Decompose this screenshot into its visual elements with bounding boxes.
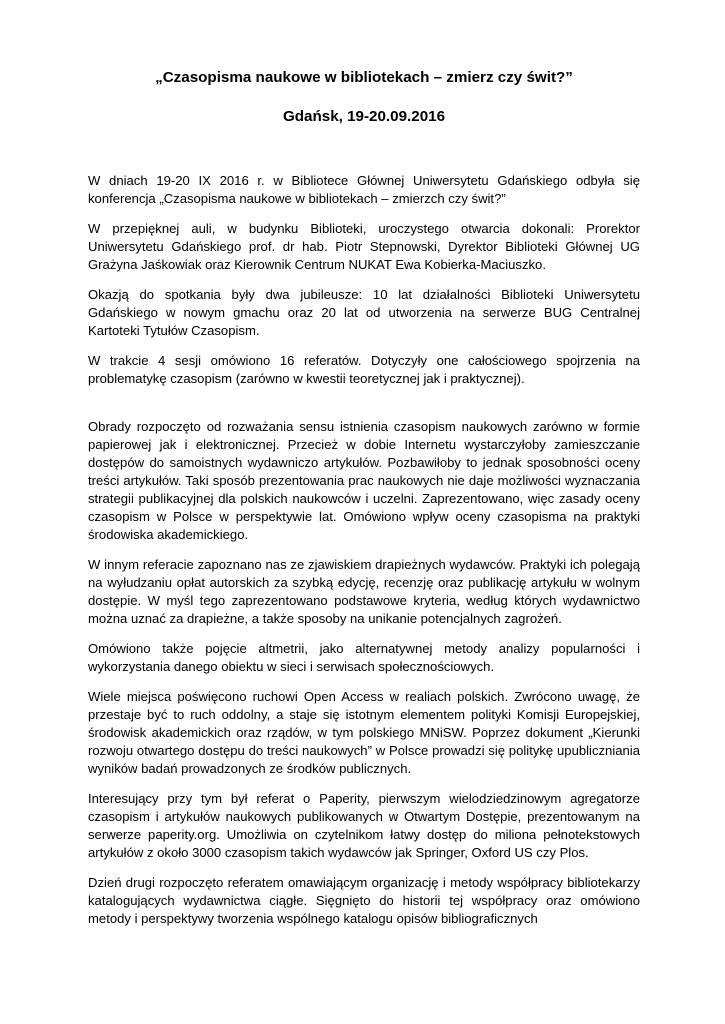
paragraph-altmetrics: Omówiono także pojęcie altmetrii, jako alternatywnej metody analizy popularności i wykorzystania danego obiektu w sieci i serwisach społecznościowych. [88,641,640,674]
document-page [88,60,640,940]
paragraph-journals-sense: Obrady rozpoczęto od rozważania sensu istnienia czasopism naukowych zarówno w formie papierowej jak i elektronicznej. Przecież w dobie Internetu wystarczyłoby zamieszczanie dostępów do samoistnych wydawniczo artykułów. Pozbawiłoby to jednak sposobności oceny treści artykułów. Taki sposób prezentowania prac naukowych nie daje możliwości wyznaczania strategii publikacyjnej dla polskich naukowców i uczelni. Zaprezentowano, więc zasady oceny czasopism w Polsce w perspektywie lat. Omówiono wpływ oceny czasopisma na praktyki środowiska akademickiego. [88,419,640,542]
paragraph-jubilees: Okazją do spotkania były dwa jubileusze: 10 lat działalności Biblioteki Uniwersytetu Gdańskiego w nowym gmachu oraz 20 lat od utworzenia na serwerze BUG Centralnej Kartoteki Tytułów Czasopism. [88,287,640,338]
paragraph-sessions: W trakcie 4 sesji omówiono 16 referatów. Dotyczyły one całościowego spojrzenia na problematykę czasopism (zarówno w kwestii teoretycznej jak i praktycznej). [88,353,640,386]
paragraph-intro: W dniach 19-20 IX 2016 r. w Bibliotece Głównej Uniwersytetu Gdańskiego odbyła się konferencja „Czasopisma naukowe w bibliotekach – zmierzch czy świt?” [88,173,640,206]
paragraph-day-two: Dzień drugi rozpoczęto referatem omawiającym organizację i metody współpracy bibliotekarzy katalogujących wydawnictwa ciągłe. Sięgnięto do historii tej współpracy oraz omówiono metody i perspektywy tworzenia wspólnego katalogu opisów bibliograficznych [88,875,640,926]
paragraph-predatory-publishers: W innym referacie zapoznano nas ze zjawiskiem drapieżnych wydawców. Praktyki ich polegają na wyłudzaniu opłat autorskich za szybką edycję, recenzję oraz publikację artykułu w wolnym dostępie. W myśl tego zaprezentowano podstawowe kryteria, według których wydawnictwo można uznać za drapieżne, a także sposoby na unikanie potencjalnych zagrożeń. [88,557,640,626]
document-body [88,172,640,928]
document-title: „Czasopisma naukowe w bibliotekach – zmierz czy świt?” [155,69,573,86]
paragraph-paperity: Interesujący przy tym był referat o Paperity, pierwszym wielodziedzinowym agregatorze czasopism i artykułów naukowych publikowanych w Otwartym Dostępie, prezentowanym na serwerze paperity.org. Umożliwia on czytelnikom łatwy dostęp do miliona pełnotekstowych artykułów z około 3000 czasopism takich wydawców jak Springer, Oxford US czy Plos. [88,791,640,860]
document-subtitle: Gdańsk, 19-20.09.2016 [282,108,446,125]
paragraph-opening: W przepięknej auli, w budynku Biblioteki, uroczystego otwarcia dokonali: Prorektor Uniwersytetu Gdańskiego prof. dr hab. Piotr Stepnowski, Dyrektor Biblioteki Głównej UG Grażyna Jaśkowiak oraz Kierownik Centrum NUKAT Ewa Kobierka-Maciuszko. [88,221,640,272]
paragraph-open-access: Wiele miejsca poświęcono ruchowi Open Access w realiach polskich. Zwrócono uwagę, że przestaje być to ruch oddolny, a staje się istotnym elementem polityki Komisji Europejskiej, środowisk akademickich oraz rządów, w tym polskiego MNiSW. Poprzez dokument „Kierunki rozwoju otwartego dostępu do treści naukowych” w Polsce prowadzi się politykę upublicznianiа wyników badań prowadzonych ze środków publicznych. [88,689,640,776]
